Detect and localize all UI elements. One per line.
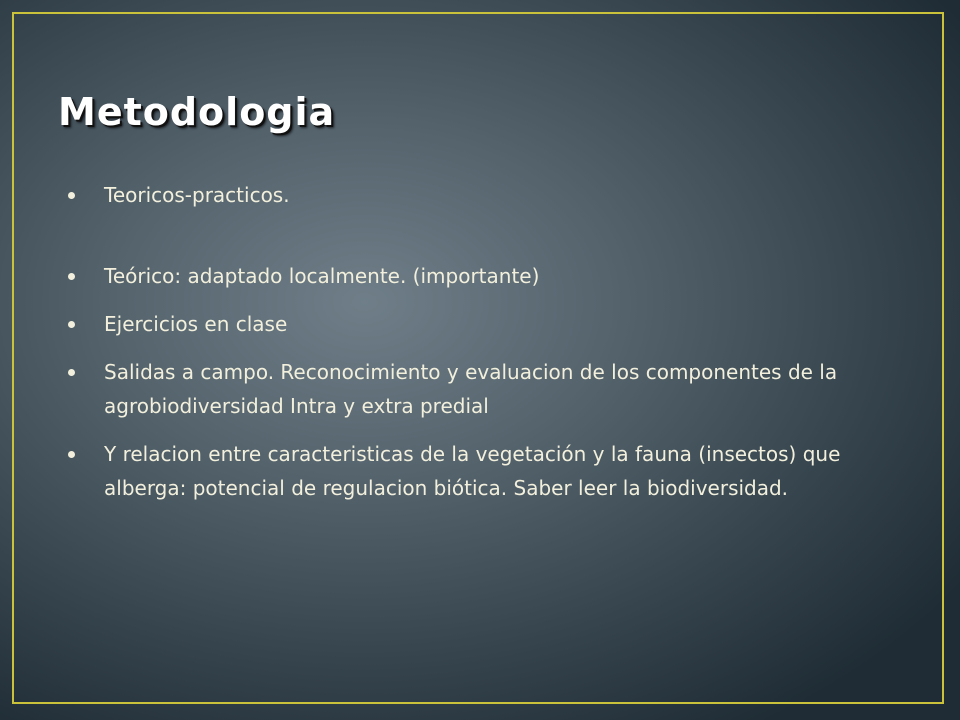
bullet-text: Teórico: adaptado localmente. (importante)	[104, 264, 540, 288]
bullet-dot-icon	[68, 192, 75, 199]
bullet-text: Y relacion entre caracteristicas de la vegetación y la fauna (insectos) que alberga: potencial de regulacion biótica. Saber leer la biodiversidad.	[104, 442, 841, 500]
bullet-dot-icon	[68, 369, 75, 376]
bullet-item-teoricos-practicos	[68, 178, 908, 212]
bullet-text: Teoricos-practicos.	[104, 183, 290, 207]
bullet-item-salidas-a-campo	[68, 355, 908, 423]
bullet-text: Ejercicios en clase	[104, 312, 288, 336]
slide-title: Metodologia	[58, 90, 336, 134]
bullet-text: Salidas a campo. Reconocimiento y evaluacion de los componentes de la agrobiodiversidad Intra y extra predial	[104, 360, 838, 418]
bullet-item-teorico	[68, 259, 908, 293]
bullet-item-relacion-vegetacion-fauna	[68, 437, 908, 505]
bullet-dot-icon	[68, 321, 75, 328]
bullet-dot-icon	[68, 451, 75, 458]
bullet-list	[68, 178, 908, 519]
bullet-dot-icon	[68, 273, 75, 280]
bullet-item-ejercicios	[68, 307, 908, 341]
